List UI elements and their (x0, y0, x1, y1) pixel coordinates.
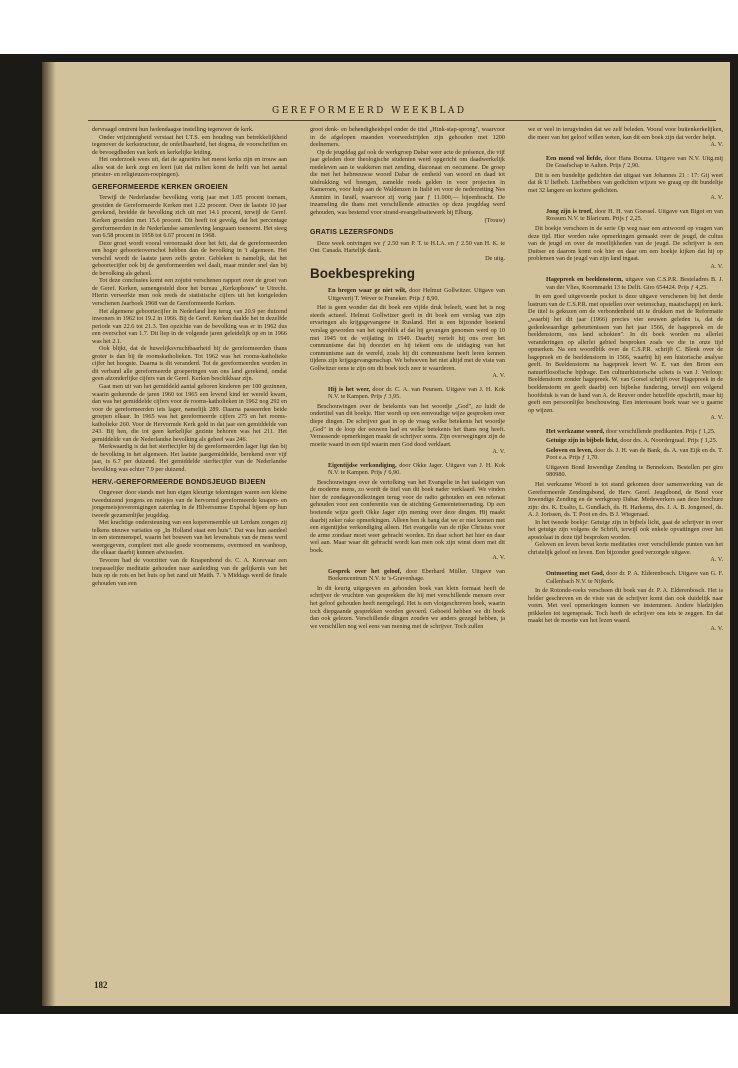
book-title: Het werkzame woord, (546, 427, 605, 435)
review-header (546, 437, 723, 445)
book-title: Ontmoeting met God, (546, 569, 605, 577)
book-info: door ds. J. H. van de Bank, ds. A. van Eijk en ds. T. Poot e.a. Prijs ƒ 1,70. (546, 446, 723, 462)
paragraph: Ook blijkt, dat de huwelijksvruchtbaarheid bij de gereformeerden thans groter is dan bij de roomskatholieken. Tot 1962 was het rooms-katholieke cijfer het hoogste. Daarna is dit veranderd. Tot de gereformeerden worden in dit verband alle gereformeerde groeperingen van ons land gerekend, omdat geen afzonderlijke cijfers van de Geref. Kerken beschikbaar zijn. (92, 345, 287, 383)
paragraph: Met krachtige ondersteuning van een koperensemble uit Lerdam zongen zij telkens nieuwe variaties op „In Holland staat een huis". Dat was hun aandeel in een stemmenspel, waarin het bouwen van het levenshuis van de mens werd weergegeven, compleet met alle goede voornemens, overmoed en wanhoop, die elkaar daarbij kunnen afwisselen. (92, 519, 287, 557)
book-info: door verschillende predikanten. Prijs ƒ 1,25. (605, 427, 716, 435)
book-title: Getuige zijn in bijbels licht, (546, 437, 619, 445)
column-2 (310, 126, 505, 630)
book-title: Hagepreek en beeldenstorm, (546, 276, 623, 284)
signature: A. V. (492, 372, 505, 380)
paragraph: Geloven en leven bevat korte meditaties over verschillende punten van het christelijk geloof en leven. Een bijzonder goed verzorgde uitgave. (528, 541, 723, 556)
book-info: door dr. C. A. van Peursen. Uitgave van J. H. Kok N.V. te Kampen. Prijs ƒ 3,95. (328, 385, 506, 401)
paragraph: Merkwaardig is dat het sterftecijfer bij de gereformeerden lager ligt dan bij de bevolking in het algemeen. Het laatste jaargemiddelde, berekend over vijf jaar, is 6.7 per duizend. Het gemiddelde sterftecijfer van de Nederlandse bevolking was echter 7.9 per duizend. (92, 443, 287, 474)
signature: A. V. (710, 624, 723, 632)
review-header (328, 568, 505, 583)
paragraph: Het is geen wonder dat dit boek een vijfde druk beleeft, want het is nog steeds actueel. Helmut Gollwitzer geeft in dit boek een verslag van zijn ervaringen als krijgsgevangene in Rusland. Het is een bijzonder boeiend verslag geworden van het ogenblik af dat hij gevangen genomen werd op 10 mei 1945 tot de vrijlating in 1949. Daarbij vertelt hij ons over het communisme dat hij doorziet en hij tekent ons de uitdaging van het communisme aan de wereld, zoals hij dit communisme heeft leren kennen tijdens zijn krijgsgevangenschap. We behoeven het niet altijd met de visie van Gollwitzer eens te zijn om dit boek toch zeer te waarderen. (310, 304, 505, 372)
paragraph: Het onderzoek wees uit, dat de agrariërs het meest kerks zijn en trouw aan alles wat de kerk zegt en leert (uit dat milieu komt de helft van het aantal priester- en religieuzen-roepingen). (92, 156, 287, 179)
review-header (546, 276, 723, 291)
review-header (546, 428, 723, 436)
book-title: Eigentijdse verkondiging, (328, 461, 397, 469)
paragraph: In het tweede boekje: Getuige zijn in bijbels licht, gaat de schrijver in over het getuige zijn volgens de Schrift, terwijl ook enkele opvattingen over het apostolaat in deze tijd besproken worden. (528, 518, 723, 541)
paragraph: In een goed uitgevoerde pocket is deze uitgave verschenen bij het derde lustrum van de C.S.P.R. met opstellen over wetenschap, maatschappij en kerk. De titel is gekozen om de verbondenheid uit te drukken met de Reformatie „waarbij het dit jaar (1966) precies vier eeuwen geleden is, dat de gedenkwaardige gebeurtenissen van het jaar 1566, de hagepreek en de beeldenstorm, ons land schokten". In dit boek worden nu allerlei veranderingen op allerlei gebied besproken zoals we die in onze tijd opmerken. Na een woordblik over de C.S.P.R. schrijft C. Blenk over de hagepreek en de beeldenstorm in 1566, waarbij hij een historische analyse geeft. In Beeldenstorm na hagepreek levert W. E. van den Brom een natuurfilosofische bijdrage. Een cultuurhistorische schets is van J. Verloop: Beeldenstorm zonder hagepreek. W. van Gorsel schrijft over Hagepreek in de beeldenstorm en geeft daarbij een bijbelse fundering, terwijl een volgend hoofdstuk is van de hand van A. de Reuver onder hetzelfde opschrift, maar hij geeft een persoonlijke beschouwing. Een interessant boek waar we u gaarne op wijzen. (528, 293, 723, 414)
book-title: En bregen waar ge niet wilt, (328, 287, 407, 295)
review-header (328, 462, 505, 477)
book-info: uitgave van C.S.P.R. Besteladres B. J. van der Vlies, Koornmarkt 13 te Delft. Giro 654424. Prijs ƒ 4,25. (546, 276, 724, 291)
section-heading: HERV.-GEREFORMEERDE BONDSJEUGD BIJEEN (92, 478, 266, 486)
paragraph: Onder vrijzinnigheid verstaat het I.T.S. een houding van betrekkelijkheid tegenover de kerkstructuur, de onfeilbaarheid, het dogma, de voorschriften en de bevoegdheden van kerk en kerkelijke leiding. (92, 133, 287, 156)
book-info: door Okke Jager. Uitgave van J. H. Kok N.V. te Kampen. Prijs ƒ 6,90. (328, 461, 506, 477)
paragraph: Deze groei wordt vooral veroorzaakt door het feit, dat de gereformeerden een hoger geboorteoverschot hebben dan de bevolking in 't algemeen. Het verschil wordt de laatste jaren zelfs groter. Gebleken is namelijk, dat het geboortecijfer ook bij de gereformeerden wel daalt, maar minder snel dan bij de bevolking als geheel. (92, 239, 287, 277)
running-header: GEREFORMEERD WEEKBLAD (272, 106, 467, 116)
book-info: door H. H. van Goessel. Uitgave van Bigot en van Rossum N.V. te Blaricum. Prijs ƒ 2,25. (546, 207, 723, 223)
publisher-info: Uitgaven Bond Inwendige Zending te Bennekom. Bestellen per giro 980980. (546, 463, 723, 479)
paragraph: Tevoren had de voorzitter van de Knapenbond ds. C. A. Korevaar een toepasselijke meditatie gehouden naar aanleiding van de gelijkenis van het huis op de rots en het huis op het zand uit Matth. 7. 's Middags werd de finale gehouden van een (92, 556, 287, 587)
paragraph: Beschouwingen over de vertolking van het Evangelie in het taaleigen van de moderne mens, zo wordt de titel van dit boek nader verklaard. We vinden hier de zondagavondlezingen terug voor de radio gehouden en een referaat gehouden voor een conferentie van de stichting Gemeentetoerusting. Op een boeiende wijze geeft Okke Jager zijn mening over deze dingen. Hij maakt daarbij zeker rake opmerkingen. Alleen ben ik bang dat we er niet komen met een eigentijdse verkondiging alleen. Het evangelie van de rijke Christus voor de arme zondaar moet weer gebracht worden. En daar schort het hier en daar wel aan. Maar waar dit gebracht wordt kan men ook zijn winst doen met dit boek. (310, 478, 505, 554)
paragraph: Op de jeugddag gaf ook de werkgroep Dabar weer acte de présence, die vijf jaar geleden door theologische studenten werd opgericht om daadwerkelijk medeleven aan te wakkeren met zending, diaconaat en oecumene. De groep die met het hebreeuwse woord Dabar de eenheid van woord en daad tot uitdrukking wil brengen, zamelde reeds gelden in voor projecten in Kameroen, voor hulp aan de Waldenzen in Italië en voor de nederzetting Nes Ammim in Israël, waarvoor zij vorig jaar ƒ 11.000,— bijeenbracht. De inzameling die thans met verschillende attracties op deze jeugddag werd gehouden, was bestemd voor strand-evangelisatiewerk bij Elburg. (310, 148, 505, 217)
column-3 (528, 126, 723, 632)
signature: A. V. (492, 554, 505, 562)
review-header (546, 447, 723, 462)
review-header (546, 208, 723, 223)
paragraph: In de Rotonde-reeks verscheen dit boek van dr. P. A. Elderenbosch. Het is helder geschreven en de visie van de schrijver komt dan ook duidelijk naar voren. Met veel opmerkingen kunnen we instemmen. Andere bladzijden prikkelen tot tegenspraak. Toch heeft de schrijver ons iets te zeggen. En dat maakt het de moeite van het lezen waard. (528, 587, 723, 625)
paragraph: Dit boekje verscheen in de serie Op weg naar een antwoord op vragen van deze tijd. Hier worden rake opmerkingen gemaakt over de jeugd, de cultus van de jeugd en over de moeilijkheden van de jeugd. De schrijver is een Duitser en daarom komt ook hier en daar om een hoekje kijken dat hij op problemen van de jeugd van zijn land ingaat. (528, 225, 723, 263)
paragraph: Terwijl de Nederlandse bevolking vorig jaar met 1.05 procent toenam, groeiden de Gereformeerde Kerken met 1.22 procent. Over de laatste 10 jaar gerekend, breidde de bevolking zich uit met 14.1 procent, terwijl de Geref. Kerken groeiden met 15.6 procent. Dit heeft tot gevolg, dat het percentage gereformeerden in de Nederlandse samenleving langzaam toeneemt. Het steeg van 6.58 procent in 1958 tot 6.67 procent in 1968. (92, 194, 287, 240)
signature: A. V. (710, 556, 723, 564)
signature: A. V. (492, 448, 505, 456)
book-info: door Helmut Gollwitzer. Uitgave van Uitgeverij T. Wever te Franeker. Prijs ƒ 8,90. (328, 287, 505, 302)
book-info: door Hans Bouma. Uitgave van N.V. Uitg.mij De Graafschap te Aalten. Prijs ƒ 2,90. (546, 154, 724, 170)
paragraph: Deze week ontvingen we ƒ 2.50 van P. T. te H.I.A. en ƒ 2.50 van H. K. te Ont. Canada. Hartelijk dank. (310, 239, 505, 255)
book-title: Hij is het weer, (328, 385, 370, 393)
section-title: Boekbespreking (310, 266, 416, 282)
paragraph: Ongeveer door stands met hun eigen kleurige tekeningen waren een kleine tweeduizend jongens en meisjes van de hervormd gereformeerde knapen- en jongemeisjesverenigingen zaterdag in de Hilversumse Expohal bijeen op hun tweede gezamenlijke jeugddag. (92, 489, 287, 519)
book-info: door dr. P. A. Elderenbosch. Uitgave van G. F. Callenbach N.V. te Nijkerk. (546, 569, 723, 585)
signature: De uitg. (485, 254, 505, 262)
review-header (328, 386, 505, 401)
paragraph: groot denk- en behendigheidspel onder de titel „Hink-stap-sprong", waarvoor in de afgelopen maanden voorwedstrijden zijn gehouden met 1200 deelnemers. (310, 126, 505, 149)
section-heading: GEREFORMEERDE KERKEN GROEIEN (92, 183, 228, 191)
page-number: 182 (94, 980, 108, 990)
review-header (546, 155, 723, 170)
book-info: door drs. A. Noordergraaf. Prijs ƒ 1,25. (620, 437, 718, 445)
book-title: Jong zijn is troef, (546, 207, 593, 215)
signature: A. V. (710, 194, 723, 202)
paragraph: Gaat men uit van het gemiddeld aantal geboren kinderen per 100 gezinnen, waarin gedurende de jaren 1960 tot 1965 een levend kind ter wereld kwam, dan was het gemiddelde cijfers voor de rooms-katholieken in 1962 nog 292 en voor de gereformeerden iets lager, namelijk 289. Daarna passeerden beide groepen elkaar. In 1965 was het gereformeerde cijfers 275 en het rooms-katholieke 260. Voor de Hervormde Kerk gold in dat jaar een gemiddelde van 243. Bij hen, die tot geen kerkelijke gezinte behoren was het 211. Het gemiddelde van de Nederlandse bevolking als geheel was 246. (92, 383, 287, 443)
column-1 (92, 126, 287, 587)
header-rule (88, 120, 716, 121)
review-header (328, 287, 505, 302)
section-heading: GRATIS LEZERSFONDS (310, 229, 394, 237)
paragraph: Het algemene geboortecijfer in Nederland liep terug van 20.9 per duizend inwoners in 1962 tot 19.2 in 1966. Bij de Geref. Kerken daalde het in dezelfde periode van 22.6 tot 21.3. Ten opzichte van de bevolking was er in 1962 dus een overschot van 1.7. Dit liep in de volgende jaren geleidelijk op en in 1966 was het 2.1. (92, 307, 287, 345)
source-credit: (Trouw) (484, 216, 505, 224)
review-header (546, 570, 723, 585)
book-title: Gesprek over het geloof, (328, 567, 402, 575)
paragraph: In dit keurig uitgegeven en gebonden boek van klein formaat heeft de schrijver de vruchten van gesprekken die hij met verschillende mensen over het geloof gehouden heeft neergelegd. Het is een vlotgeschreven boek, waarin toch diepgaande gesprekken worden gevoerd. Geboeid hebben we dit boek dan ook gelezen. Verschillende dingen zouden we anders gezegd hebben, ja we verschillen nog wel eens van mening met de schrijver. Toch zullen (310, 584, 505, 630)
paragraph: Beschouwingen over de betekenis van het woordje „God", zo luidt de ondertitel van dit boekje. Hier wordt op een eenvoudige wijze gesproken over diepe dingen. De schrijver gaat in op de vraag welke betekenis het woordje „God" in de loop der eeuwen had en welke betekenis het thans nog heeft. Verrassende opmerkingen maakt de schrijver soms. Zijn overwegingen zijn de moeite waard in een tijd waarin men God dood verklaart. (310, 402, 505, 448)
paragraph: dervraagd omtrent hun hedendaagse instelling tegenover de kerk. (92, 126, 254, 133)
scan-background (0, 54, 738, 1014)
signature: A. V. (710, 414, 723, 422)
paragraph: Het werkzame Woord is tot stand gekomen door samenwerking van de Gereformeerde Zendingsbond, de Herv. Geref. Jeugdbond, de Bond voor Inwendige Zending en de werkgroep Dabar. Medewerkers aan deze brochure zijn: drs. K. Exalto, L. Gundlach, ds. H. Harkema, drs. J. A. B. Jongeneel, ds. A. J. Jorissen, ds. T. Poot en drs. B J. Wiegeraad. (528, 480, 723, 519)
paragraph: Dit is een bundeltje gedichten dat uitgaat van Johannes 21 : 17: Gij weet dat ik U liefheb. Liefhebbers van gedichten wijzen we graag op dit bundeltje met 32 langere en kortere gedichten. (528, 171, 723, 194)
paragraph: we er veel in terugvinden dat we zelf beleden. Vooral voor buitenkerkelijken, die meer van het geloof willen weten, kan dit een boek zijn dat verder helpt. (528, 126, 723, 141)
book-info: door Eberhard Müller. Uitgave van Boekencentrum N.V. te 's-Gravenhage. (328, 567, 505, 583)
book-title: Een mond vol liefde, (546, 154, 603, 162)
book-title: Geloven en leven, (546, 446, 593, 454)
signature: A. V. (710, 141, 723, 149)
magazine-page (42, 62, 730, 1006)
signature: A. V. (710, 262, 723, 270)
paragraph: Tot deze conclusies komt een zojuist verschenen rapport over de groei van de Geref. Kerken, samengesteld door het bureau „Kerkopbouw" te Utrecht. Hierin verwerkte men ook reeds de statistische cijfers uit het kortgeleden verschenen Jaarboek 1968 van de Gereformeerde Kerken. (92, 277, 287, 307)
